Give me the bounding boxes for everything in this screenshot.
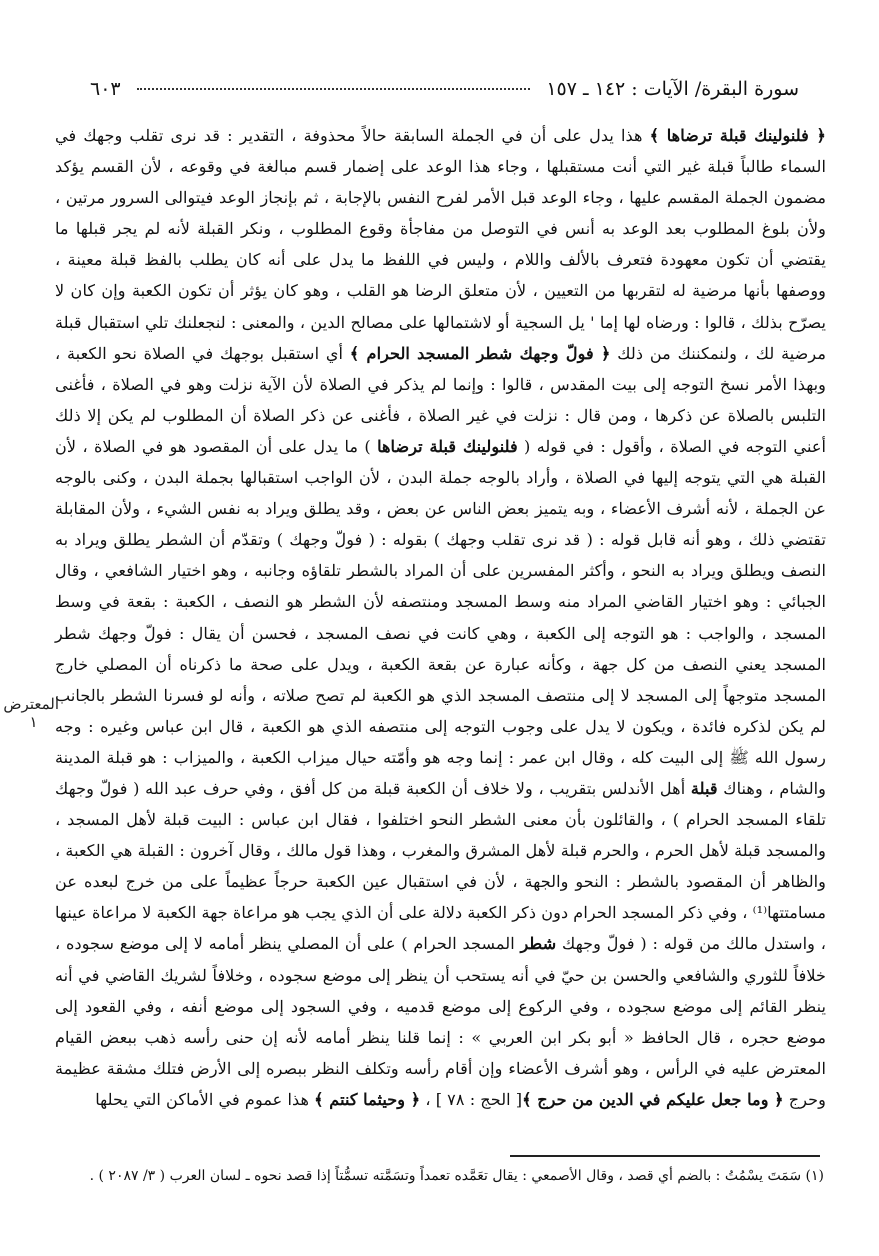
quran-quote: فلنولينك قبلة ترضاها <box>377 436 518 456</box>
quran-quote: ﴿ فولّ وجهك شطر المسجد الحرام ﴾ <box>349 343 611 363</box>
quran-quote: ﴿ وحيثما كنتم ﴾ <box>314 1089 421 1109</box>
commentary-text: هذا عموم في الأماكن التي يحلها <box>95 1089 315 1109</box>
header-dots-divider <box>137 88 531 90</box>
page-number: ٦٠٣ <box>90 78 121 100</box>
footnote-separator <box>510 1155 820 1157</box>
quran-quote: قبلة <box>690 778 718 798</box>
commentary-text: [ الحج : ٧٨ ] ، <box>420 1089 523 1109</box>
commentary-text: المسجد الحرام ) على أن المصلي ينظر أمامه لا إلى موضع سجوده ، خلافاً للثوري والشافعي والحسن بن حيّ في أنه يستحب أن ينظر إلى موضع سجوده ، وخلافاً لشريك القاضي في أنه ينظر القائم إلى موضع سجوده ، وفي الركوع إلى موضع قدميه ، وفي السجود إلى موضع أنفه ، وفي القعود إلى موضع حجره ، قال الحافظ « أبو بكر ابن العربي » : إنما قلنا ينظر أمامه لأنه إن حنى رأسه ذهب ببعض القيام المعترض عليه في الرأس ، وهو أشرف الأعضاء وإن أقام رأسه وتكلف النظر ببصره إلى الأرض فتلك مشقة عظيمة وحرج <box>55 934 826 1109</box>
body-paragraph <box>55 120 826 1115</box>
commentary-text: ) ما يدل على أن المقصود هو في الصلاة ، لأن القبلة هي التي يتوجه إليها في الصلاة ، وأراد بالوجه جملة البدن ، لأن الواجب استقبالها بجملة البدن ، وكنى بالوجه عن الجملة ، لأنه أشرف الأعضاء ، وبه يتميز بعض الناس عن بعض ، وقد يطلق ويراد به نفس الشيء ، ولأن المقابلة تقتضي ذلك ، وهو أنه قابل قوله : ( قد نرى تقلب وجهك ) بقوله : ( فولّ وجهك ) وتقدّم أن الشطر يطلق ويراد به النصف ويطلق ويراد به النحو ، وأكثر المفسرين على أن المراد بالشطر تلقاؤه وجانبه ، وهو اختيار الشافعي ، وقال الجبائي : وهو اختيار القاضي المراد منه وسط المسجد ومنتصفه لأن الشطر هو النصف ، الكعبة : بقعة في وسط المسجد ، والواجب : هو التوجه إلى الكعبة ، وهي كانت في نصف المسجد ، فحسن أن يقال : فولّ وجهك شطر المسجد يعني النصف من كل جهة ، وكأنه عبارة عن بقعة الكعبة ، ويدل على صحة ما ذكرناه أن المصلي خارج المسجد متوجهاً إلى المسجد لا إلى منتصف المسجد الذي هو الكعبة لم تصح صلاته ، وأنه لو فسرنا الشطر بالجانب لم يكن لذكره فائدة ، ويكون لا يدل على وجوب التوجه إلى منتصفه الذي هو الكعبة ، قال ابن عباس وغيره : وجه رسول الله ﷺ إلى البيت كله ، وقال ابن عمر : إنما وجه هو وأمّته حيال ميزاب الكعبة ، والميزاب : هو قبلة المدينة والشام ، وهناك <box>55 436 826 798</box>
commentary-text: أي استقبل بوجهك في الصلاة نحو الكعبة ، وبهذا الأمر نسخ التوجه إلى بيت المقدس ، قالوا : وإنما لم يذكر في الصلاة لأن الآية نزلت وهو في الصلاة ، فأغنى التلبس بالصلاة عن ذكرها ، ومن قال : نزلت في غير الصلاة ، فأغنى عن ذكر الصلاة أن المطلوب لم يكن إلا ذلك أعني التوجه في الصلاة ، وأقول : في قوله ( <box>55 343 827 456</box>
commentary-text: أهل الأندلس بتقريب ، ولا خلاف أن الكعبة قبلة من كل أفق ، وفي حرف عبد الله ( فولّ وجهك تلقاء المسجد الحرام ) ، والقائلون بأن معنى الشطر النحو اختلفوا ، فقال ابن عباس : البيت قبلة لأهل المسجد ، والمسجد قبلة لأهل الحرم ، والحرم قبلة لأهل المشرق والمغرب ، وهذا قول مالك ، وقال آخرون : القبلة هي الكعبة ، والظاهر أن المقصود بالشطر : النحو والجهة ، لأن في استقبال عين الكعبة حرجاً عظيماً على من خرج لبعده عن مسامتتها⁽¹⁾ ، وفي ذكر المسجد الحرام دون ذكر الكعبة دلالة على أن الذي يجب هو مراعاة جهة الكعبة لا مراعاة عينها ، واستدل مالك من قوله : ( فولّ وجهك <box>55 778 827 954</box>
surah-title: سورة البقرة/ الآيات : ١٤٢ ـ ١٥٧ <box>546 78 799 100</box>
margin-annotation: المعترض ١ <box>3 695 59 731</box>
quran-quote: ﴿ وما جعل عليكم في الدين من حرج ﴾ <box>522 1089 784 1109</box>
quran-quote: شطر <box>520 934 557 954</box>
commentary-text: هذا يدل على أن في الجملة السابقة حالاً محذوفة ، التقدير : قد نرى تقلب وجهك في السماء طالباً قبلة غير التي أنت مستقبلها ، وجاء هذا الوعد على إضمار قسم مبالغة في وقوعه ، لأن القسم يؤكد مضمون الجملة المقسم عليها ، وجاء الوعد قبل الأمر لفرح النفس بالإجابة ، ثم بإنجاز الوعد فيتوالى السرور مرتين ، ولأن بلوغ المطلوب بعد الوعد به أنس في التوصل من مفاجأة وقوع المطلوب ، ونكر القبلة لأنه لم يجر قبلها ما يقتضي أن تكون معهودة فتعرف بالألف واللام ، وليس في اللفظ ما يدل على أنه كان يطلب بالفظ قبلة معينة ، ووصفها بأنها مرضية له لتقربها من التعيين ، لأن متعلق الرضا هو القلب ، وهو كان يؤثر أن تكون الكعبة وإن كان لا يصرّح بذلك ، قالوا : ورضاه لها إما ' يل السجية أو لاشتمالها على مصالح الدين ، والمعنى : لنجعلنك تلي استقبال قبلة مرضية لك ، ولنمكننك من ذلك <box>55 126 826 363</box>
page-header <box>90 78 799 100</box>
footnote: (١) سَمَتَ يسْمُتُ : بالضم أي قصد ، وقال الأصمعي : يقال تعَمَّده تعمداً وتسَمَّته تسمُّتاً إذا قصد نحوه ـ لسان العرب ( ٣/ ٢٠٨٧ ) . <box>89 1168 824 1184</box>
main-text <box>55 120 826 1115</box>
quran-quote: ﴿ فلنولينك قبلة ترضاها ﴾ <box>649 126 826 145</box>
